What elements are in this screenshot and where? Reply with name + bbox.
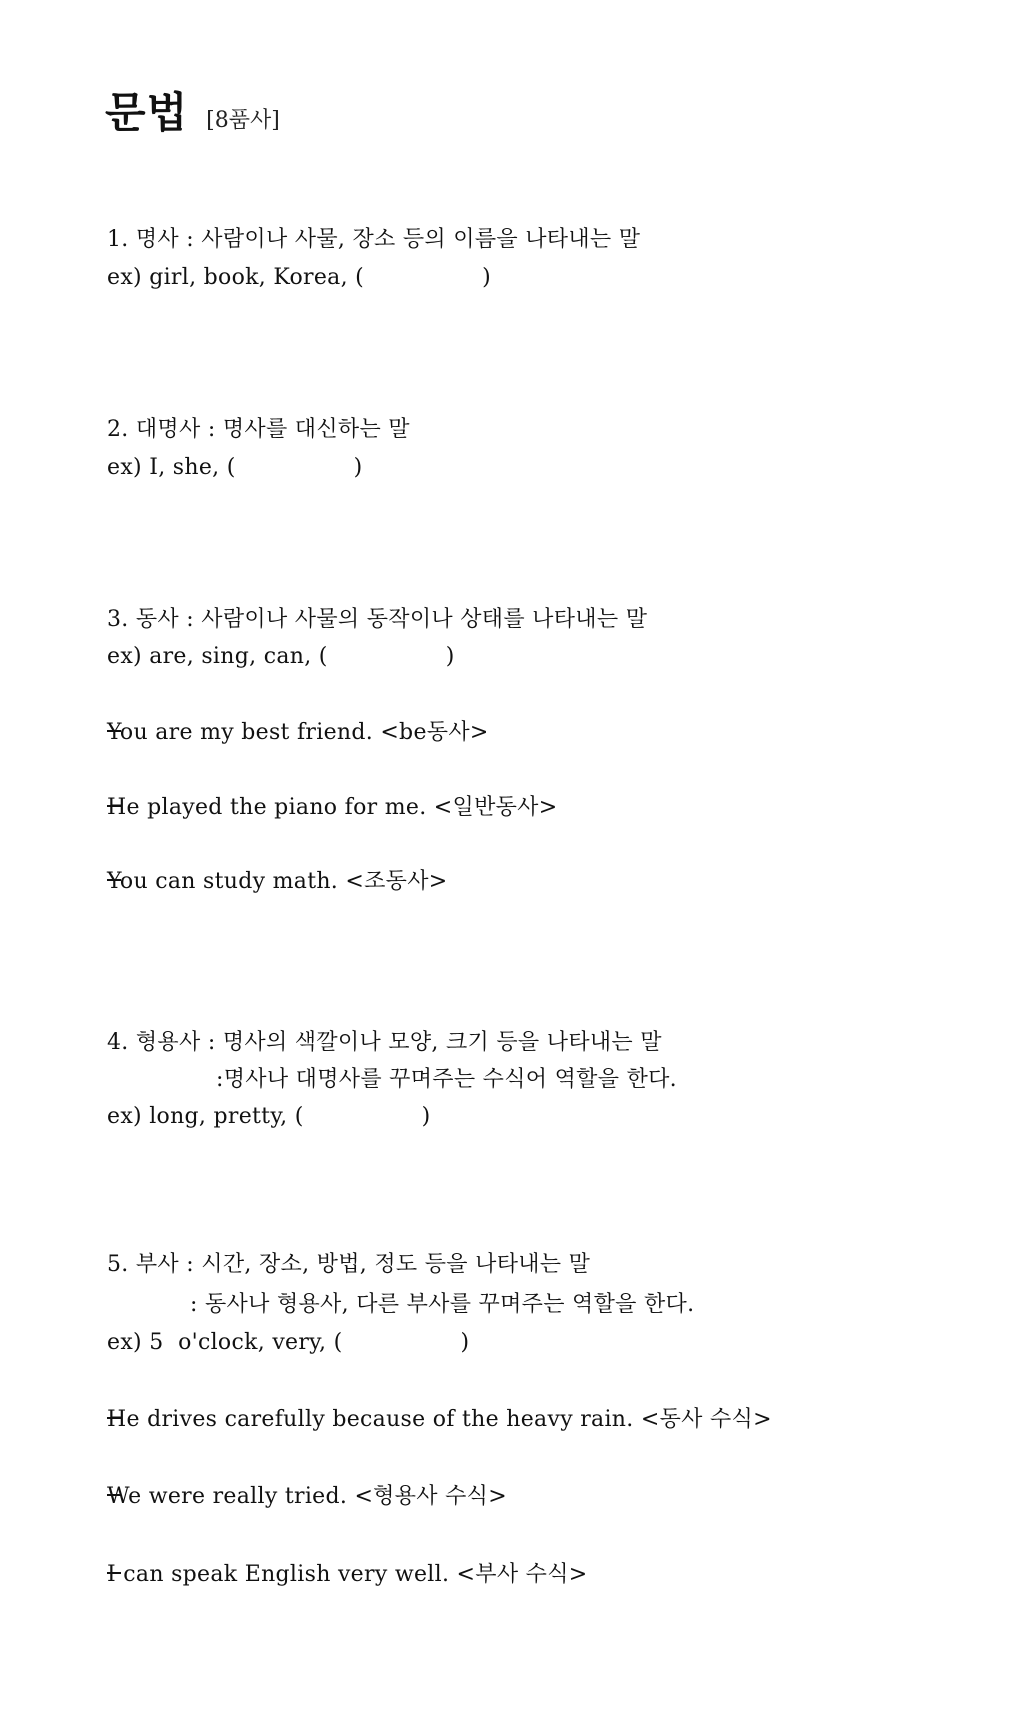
title-main: 문법 bbox=[105, 88, 189, 137]
example-text: ex) are, sing, can, ( bbox=[107, 644, 328, 669]
section-1-definition: 1. 명사 : 사람이나 사물, 장소 등의 이름을 나타내는 말 bbox=[107, 227, 641, 252]
section-4-definition-continued: :명사나 대명사를 꾸며주는 수식어 역할을 한다. bbox=[216, 1067, 677, 1092]
example-text: ex) girl, book, Korea, ( bbox=[107, 265, 365, 290]
section-5-sentence-3 bbox=[107, 1561, 588, 1589]
example-close: ) bbox=[421, 1104, 431, 1129]
example-text: ex) I, she, ( bbox=[107, 455, 236, 480]
page-title bbox=[105, 80, 280, 140]
section-3-sentence-3 bbox=[107, 868, 448, 896]
section-5-sentence-2 bbox=[107, 1483, 507, 1511]
section-3-sentence-1 bbox=[107, 719, 489, 747]
title-subtitle: [8품사] bbox=[206, 108, 280, 133]
example-close: ) bbox=[460, 1330, 470, 1355]
sentence-text: You can study math. <조동사> bbox=[107, 869, 448, 894]
section-5-definition: 5. 부사 : 시간, 장소, 방법, 정도 등을 나타내는 말 bbox=[107, 1252, 591, 1277]
example-text: ex) 5 o'clock, very, ( bbox=[107, 1330, 343, 1355]
section-5-definition-continued: : 동사나 형용사, 다른 부사를 꾸며주는 역할을 한다. bbox=[190, 1292, 695, 1317]
section-4-example bbox=[107, 1103, 431, 1131]
section-5-sentence-1 bbox=[107, 1406, 772, 1434]
sentence-text: He drives carefully because of the heavy rain. <동사 수식> bbox=[107, 1407, 772, 1432]
sentence-text: I can speak English very well. <부사 수식> bbox=[107, 1562, 588, 1587]
sentence-text: You are my best friend. <be동사> bbox=[107, 720, 489, 745]
section-4-definition: 4. 형용사 : 명사의 색깔이나 모양, 크기 등을 나타내는 말 bbox=[107, 1030, 662, 1055]
section-3-example bbox=[107, 643, 455, 671]
section-2-definition: 2. 대명사 : 명사를 대신하는 말 bbox=[107, 417, 410, 442]
section-3-sentence-2 bbox=[107, 794, 557, 822]
sentence-text: We were really tried. <형용사 수식> bbox=[107, 1484, 507, 1509]
section-2-example bbox=[107, 454, 363, 482]
section-3-definition: 3. 동사 : 사람이나 사물의 동작이나 상태를 나타내는 말 bbox=[107, 607, 648, 632]
example-close: ) bbox=[353, 455, 363, 480]
section-5-example bbox=[107, 1329, 469, 1357]
section-1-example bbox=[107, 264, 491, 292]
example-close: ) bbox=[482, 265, 491, 290]
example-text: ex) long, pretty, ( bbox=[107, 1104, 304, 1129]
example-close: ) bbox=[445, 644, 455, 669]
sentence-text: He played the piano for me. <일반동사> bbox=[107, 795, 558, 820]
